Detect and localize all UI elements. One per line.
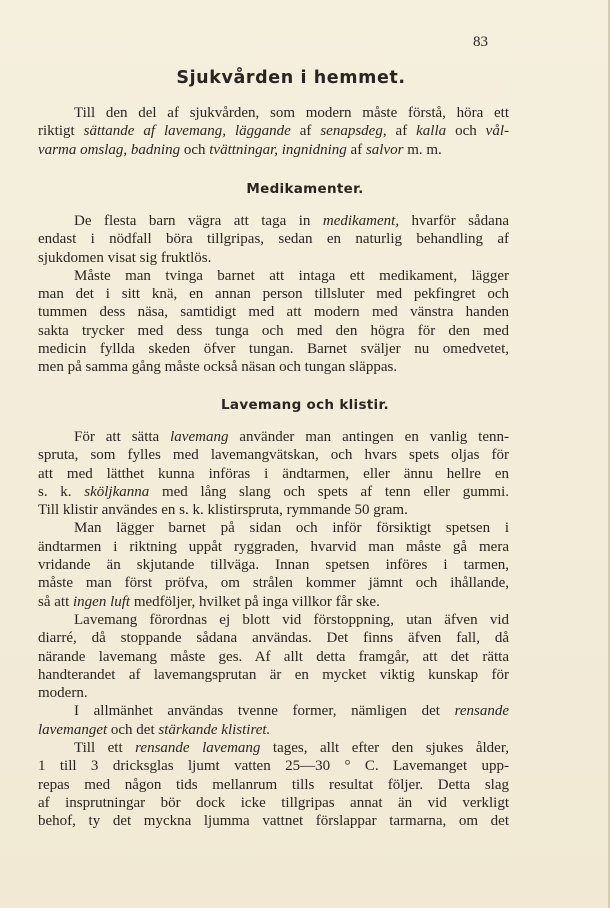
text-line: diarré, då stoppande sådana användas. Det finns äfven fall, då (38, 630, 509, 647)
text-line: lavemanget och det stärkande klistiret. (38, 721, 271, 738)
text-line: man det i sitt knä, en annan person tillsluter med pekfingret och (38, 286, 509, 303)
text-line: Till den del af sjukvården, som modern måste förstå, höra ett (74, 105, 509, 121)
text-line: varma omslag, badning och tvättningar, ingnidning af salvor m. m. (38, 141, 442, 158)
section-medikamenter (38, 212, 509, 377)
page-title: Sjukvården i hemmet. (176, 68, 406, 88)
text-line: Man lägger barnet på sidan och inför försiktigt spetsen i (74, 520, 509, 537)
text-line: närande lavemang måste ges. Af allt detta framgår, att det rätta (38, 648, 509, 665)
text-line: I allmänhet användas tvenne former, nämligen det rensande (74, 703, 509, 720)
section-heading-lavemang: Lavemang och klistir. (221, 397, 389, 413)
text-line: medicin fyllda skeden öfver tungan. Barnet sväljer nu omedvetet, (38, 341, 509, 358)
text-line: Lavemang förordnas ej blott vid förstoppning, utan äfven vid (74, 611, 509, 628)
text-line: modern. (38, 685, 88, 702)
text-line: handterandet af lavemangsprutan är en mycket viktig kunskap för (38, 666, 509, 683)
text-line: vridande än skjutande tillväga. Innan spetsen införes i tarmen, (38, 557, 509, 574)
text-line: men på samma gång måste också näsan och tungan släppas. (38, 359, 398, 376)
text-line: s. k. sköljkanna med lång slang och spets af tenn eller gummi. (38, 483, 509, 500)
text-line: Till klistir användes en s. k. klistirspruta, rymmande 50 gram. (38, 502, 408, 519)
text-line: så att ingen luft medföljer, hvilket på inga villkor får ske. (38, 593, 380, 610)
text-line: endast i nödfall böra tillgripas, sedan en naturlig behandling af (38, 231, 509, 248)
page-number: 83 (473, 34, 488, 50)
text-line: behof, ty det myckna ljumma vattnet förslappar tarmarna, om det (38, 813, 509, 830)
text-line: af insprutningar bör dock icke tillgripas annat än vid verkligt (38, 794, 509, 811)
text-line: För att sätta lavemang använder man antingen en vanlig tenn- (74, 429, 509, 445)
text-line: att med lätthet kunna införas i ändtarmen, eller ännu hellre en (38, 465, 509, 482)
text-line: sakta trycker med dess tunga och med den högra för den med (38, 322, 509, 339)
text-line: Till ett rensande lavemang tages, allt efter den sjukes ålder, (74, 740, 509, 757)
text-line: Måste man tvinga barnet att intaga ett medikament, lägger (74, 267, 509, 284)
text-line: repas med någon tids mellanrum tills resultat följer. Detta slag (38, 776, 509, 793)
text-line: tummen dess näsa, samtidigt med att modern med vänstra handen (38, 304, 509, 321)
text-line: 1 till 3 dricksglas ljumt vatten 25—30 ° C. Lavemanget upp- (38, 758, 509, 775)
text-line: riktigt sättande af lavemang, läggande af senapsdeg, af kalla och vål- (38, 123, 509, 140)
text-line: måste man först pröfva, om strålen kommer jämnt och ihållande, (38, 575, 509, 592)
intro-paragraph (38, 104, 509, 159)
section-heading-medikamenter: Medikamenter. (246, 181, 364, 197)
text-line: sjukdomen visat sig fruktlös. (38, 249, 212, 266)
section-lavemang (38, 428, 509, 831)
text-line: ändtarmen i riktning uppåt ryggraden, hvarvid man måste gå mera (38, 538, 509, 555)
text-line: De flesta barn vägra att taga in medikament, hvarför sådana (74, 213, 509, 229)
text-line: spruta, som fylles med lavemangvätskan, och hvars spets oljas för (38, 447, 509, 464)
